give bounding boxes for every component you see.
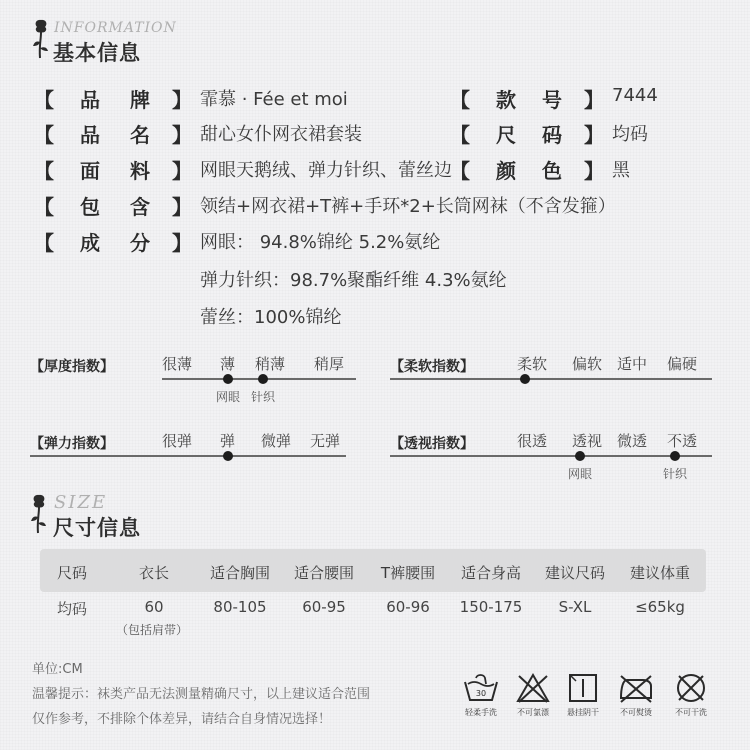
index-marker bbox=[258, 374, 268, 384]
size-header-cell: 尺码 bbox=[56, 564, 88, 582]
composition-line: 蕾丝：100%锦纶 bbox=[200, 307, 342, 328]
size-sub-note: （包括肩带） bbox=[116, 623, 189, 637]
bracket-left: 【 bbox=[34, 159, 54, 183]
index-marker bbox=[520, 374, 530, 384]
field-value: 均码 bbox=[612, 124, 648, 145]
index-marker bbox=[223, 451, 233, 461]
index-option: 柔软 bbox=[517, 355, 548, 373]
section-title-en: INFORMATION bbox=[54, 20, 177, 36]
no-dry-clean-icon bbox=[674, 672, 708, 704]
label-char: 款 bbox=[496, 88, 516, 112]
label-char: 码 bbox=[542, 123, 562, 147]
size-header-cell: 建议尺码 bbox=[544, 564, 606, 582]
bracket-left: 【 bbox=[34, 123, 54, 147]
size-header-cell: 适合胸围 bbox=[209, 564, 271, 582]
label-char: 品 bbox=[80, 123, 100, 147]
index-option: 不透 bbox=[667, 432, 698, 450]
no-bleach-icon bbox=[515, 672, 551, 704]
no-iron-icon bbox=[617, 672, 655, 704]
care-label: 不可氯漂 bbox=[517, 708, 549, 717]
label-char: 品 bbox=[80, 88, 100, 112]
index-title: 【弹力指数】 bbox=[30, 436, 114, 452]
bracket-right: 】 bbox=[172, 123, 192, 147]
field-label bbox=[80, 191, 150, 220]
index-title: 【透视指数】 bbox=[390, 436, 474, 452]
bracket-left: 【 bbox=[450, 88, 470, 112]
label-char: 分 bbox=[130, 231, 150, 255]
bracket-right: 】 bbox=[584, 123, 604, 147]
size-header-cell: 建议体重 bbox=[629, 564, 691, 582]
bracket-right: 】 bbox=[172, 195, 192, 219]
index-option: 无弹 bbox=[310, 432, 341, 450]
care-no-iron bbox=[615, 672, 657, 718]
index-option: 微透 bbox=[617, 432, 648, 450]
field-label bbox=[496, 84, 562, 113]
index-title: 【柔软指数】 bbox=[390, 359, 474, 375]
index-option: 很透 bbox=[517, 432, 548, 450]
index-title: 【厚度指数】 bbox=[30, 359, 114, 375]
label-char: 号 bbox=[542, 88, 562, 112]
size-header-cell: 适合腰围 bbox=[293, 564, 355, 582]
label-char: 含 bbox=[130, 195, 150, 219]
label-char: 尺 bbox=[496, 123, 516, 147]
section-title: 尺寸信息 bbox=[53, 516, 141, 540]
bracket-left: 【 bbox=[34, 231, 54, 255]
bracket-left: 【 bbox=[450, 123, 470, 147]
care-label: 轻柔手洗 bbox=[465, 708, 497, 717]
index-option: 稍厚 bbox=[314, 355, 345, 373]
index-marker bbox=[575, 451, 585, 461]
size-data-cell: 60-95 bbox=[302, 598, 346, 616]
bracket-left: 【 bbox=[34, 88, 54, 112]
index-option: 偏软 bbox=[572, 355, 603, 373]
wash-temperature: 30 bbox=[475, 689, 487, 698]
label-char: 成 bbox=[80, 231, 100, 255]
index-marker-label: 针织 bbox=[663, 467, 688, 481]
notice-line: 温馨提示：袜类产品无法测量精确尺寸，以上建议适合范围 bbox=[32, 687, 371, 702]
index-marker-label: 针织 bbox=[251, 390, 276, 404]
care-label: 悬挂阴干 bbox=[567, 708, 599, 717]
care-label: 不可干洗 bbox=[675, 708, 707, 717]
size-data-cell: 均码 bbox=[56, 600, 88, 618]
size-data-cell: 60 bbox=[144, 598, 164, 616]
field-label bbox=[496, 119, 562, 148]
field-label bbox=[80, 227, 150, 256]
index-scale-line bbox=[390, 455, 712, 457]
bracket-right: 】 bbox=[584, 88, 604, 112]
care-line-dry bbox=[562, 672, 604, 718]
size-header-cell: 适合身高 bbox=[460, 564, 522, 582]
section-title: 基本信息 bbox=[53, 41, 141, 65]
size-data-cell: 60-96 bbox=[386, 598, 430, 616]
index-scale-line bbox=[390, 378, 712, 380]
index-scale-line bbox=[30, 455, 346, 457]
field-value: 7444 bbox=[612, 85, 658, 106]
field-label bbox=[80, 84, 150, 113]
bracket-right: 】 bbox=[584, 159, 604, 183]
field-value: 网眼天鹅绒、弹力针织、蕾丝边 bbox=[200, 160, 452, 181]
bracket-left: 【 bbox=[34, 195, 54, 219]
care-label: 不可熨烫 bbox=[620, 708, 652, 717]
size-header-cell: 衣长 bbox=[138, 564, 170, 582]
care-no-dry-clean bbox=[670, 672, 712, 718]
index-option: 稍薄 bbox=[255, 355, 286, 373]
unit-label: 单位:CM bbox=[32, 662, 83, 677]
notice-line: 仅作参考，不排除个体差异，请结合自身情况选择！ bbox=[32, 712, 332, 727]
index-option: 透视 bbox=[572, 432, 603, 450]
field-label bbox=[496, 155, 562, 184]
field-value: 霏慕 · Fée et moi bbox=[200, 89, 348, 110]
care-no-bleach bbox=[512, 672, 554, 718]
label-char: 名 bbox=[130, 123, 150, 147]
index-marker-label: 网眼 bbox=[568, 467, 593, 481]
index-option: 薄 bbox=[220, 355, 236, 373]
label-char: 牌 bbox=[130, 88, 150, 112]
line-dry-icon bbox=[567, 672, 599, 704]
index-option: 很薄 bbox=[162, 355, 193, 373]
index-option: 微弹 bbox=[261, 432, 292, 450]
index-marker-label: 网眼 bbox=[216, 390, 241, 404]
index-option: 偏硬 bbox=[667, 355, 698, 373]
label-char: 色 bbox=[542, 159, 562, 183]
field-value: 甜心女仆网衣裙套装 bbox=[200, 124, 362, 145]
index-marker bbox=[223, 374, 233, 384]
size-data-cell: 80-105 bbox=[213, 598, 267, 616]
index-option: 适中 bbox=[617, 355, 648, 373]
index-option: 弹 bbox=[220, 432, 236, 450]
care-hand-wash bbox=[460, 672, 502, 718]
index-option: 很弹 bbox=[162, 432, 193, 450]
label-char: 料 bbox=[130, 159, 150, 183]
composition-line: 弹力针织：98.7%聚酯纤维 4.3%氨纶 bbox=[200, 270, 507, 291]
field-label bbox=[80, 155, 150, 184]
section-title-en: SIZE bbox=[54, 492, 108, 513]
field-value: 网眼： 94.8%锦纶 5.2%氨纶 bbox=[200, 232, 441, 253]
size-data-cell: 150-175 bbox=[459, 598, 523, 616]
bracket-right: 】 bbox=[172, 159, 192, 183]
bracket-right: 】 bbox=[172, 231, 192, 255]
field-value: 领结+网衣裙+T裤+手环*2+长筒网袜（不含发箍） bbox=[200, 196, 616, 217]
label-char: 面 bbox=[80, 159, 100, 183]
label-char: 包 bbox=[80, 195, 100, 219]
rose-icon bbox=[30, 14, 52, 60]
index-marker bbox=[670, 451, 680, 461]
label-char: 颜 bbox=[496, 159, 516, 183]
hand-wash-icon bbox=[462, 672, 500, 704]
rose-icon bbox=[28, 489, 50, 535]
bracket-right: 】 bbox=[172, 88, 192, 112]
size-data-cell: S-XL bbox=[558, 598, 592, 616]
size-header-cell: T裤腰围 bbox=[380, 564, 436, 582]
field-label bbox=[80, 119, 150, 148]
field-value: 黑 bbox=[612, 160, 630, 181]
bracket-left: 【 bbox=[450, 159, 470, 183]
size-data-cell: ≤65kg bbox=[635, 598, 685, 616]
